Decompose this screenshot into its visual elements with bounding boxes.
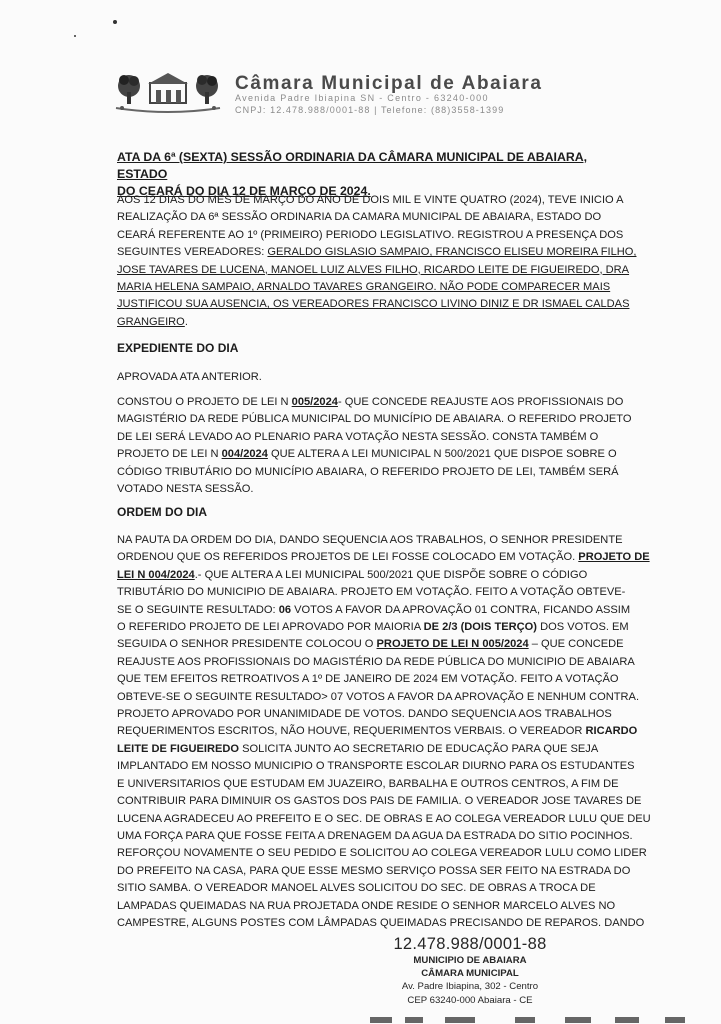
org-contact: CNPJ: 12.478.988/0001-88 | Telefone: (88)3558-1399 bbox=[235, 105, 505, 115]
text-line: DE LEI SERÁ LEVADO AO PLENARIO PARA VOTAÇÃO NESTA SESSÃO. CONSTA TAMBÉM O bbox=[117, 430, 599, 443]
councilors-list: GERALDO GISLASIO SAMPAIO, FRANCISCO ELISEU MOREIRA FILHO, bbox=[267, 246, 637, 259]
text-line: CONSTOU O PROJETO DE LEI N 005/2024- QUE CONCEDE REAJUSTE AOS PROFISSIONAIS DO bbox=[117, 396, 624, 408]
stamp-chamber: CÂMARA MUNICIPAL bbox=[421, 968, 519, 979]
text-line: LAMPADAS QUEIMADAS NA RUA PROJETADA ONDE RESIDE O SENHOR MARCELO ALVES NO bbox=[117, 899, 616, 912]
text-line: SEGUINTES VEREADORES: GERALDO GISLASIO SAMPAIO, FRANCISCO ELISEU MOREIRA FILHO, bbox=[117, 246, 637, 259]
text-line: E UNIVERSITARIOS QUE ESTUDAM EM JUAZEIRO, BARBALHA E OUTROS CENTROS, A FIM DE bbox=[117, 777, 619, 790]
text-line: PROJETO APROVADO POR UNANIMIDADE DE VOTOS. DANDO SEQUENCIA AOS TRABALHOS bbox=[117, 708, 612, 721]
stamp-cnpj: 12.478.988/0001-88 bbox=[393, 935, 547, 953]
text-line: IMPLANTADO EM NOSSO MUNICIPIO O TRANSPORTE ESCOLAR DIURNO PARA OS ESTUDANTES bbox=[117, 760, 635, 773]
text-line: DO PREFEITO NA CASA, PARA QUE ESSE MESMO SERVIÇO POSSA SER FEITO NA ESTRADA DO bbox=[117, 864, 631, 877]
expediente-paragraph bbox=[117, 394, 632, 498]
scan-speck bbox=[74, 35, 76, 37]
text-line: GRANGEIRO. bbox=[117, 315, 188, 328]
ordem-heading: ORDEM DO DIA bbox=[117, 505, 207, 519]
chamber-logo bbox=[112, 68, 224, 114]
text-line: REQUERIMENTOS ESCRITOS, NÃO HOUVE, REQUERIMENTOS VERBAIS. O VEREADOR RICARDO bbox=[117, 725, 638, 738]
scan-speck bbox=[113, 20, 117, 24]
stamp-postal: CEP 63240-000 Abaiara - CE bbox=[407, 995, 533, 1006]
text-line: O REFERIDO PROJETO DE LEI APROVADO POR MAIORIA DE 2/3 (DOIS TERÇO) DOS VOTOS. EM bbox=[117, 621, 629, 634]
text-line: JUSTIFICOU SUA AUSENCIA, OS VEREADORES FRANCISCO LIVINO DINIZ E DR ISMAEL CALDAS bbox=[117, 298, 630, 311]
text-line: LEITE DE FIGUEIREDO SOLICITA JUNTO AO SECRETARIO DE EDUCAÇÃO PARA QUE SEJA bbox=[117, 742, 599, 755]
text-line: LUCENA AGRADECEU AO PREFEITO E O SEC. DE OBRAS E AO COLEGA VEREADOR LULU QUE DEU bbox=[117, 812, 651, 825]
cropped-signature-marks bbox=[365, 1015, 705, 1024]
text-line: MARIA HELENA SAMPAIO, ARNALDO TAVARES GRANGEIRO. NÃO PODE COMPARECER MAIS bbox=[117, 281, 611, 294]
text-line: REAJUSTE AOS PROFISSIONAIS DO MAGISTÉRIO DA REDE PÚBLICA DO MUNICIPIO DE ABAIARA bbox=[117, 655, 635, 668]
official-stamp bbox=[370, 934, 570, 1008]
text-line: PROJETO DE LEI N 004/2024 QUE ALTERA A LEI MUNICIPAL N 500/2021 QUE DISPOE SOBRE O bbox=[117, 448, 617, 461]
text-line: TRIBUTÁRIO DO MUNICIPIO DE ABAIARA. PROJETO EM VOTAÇÃO. FEITO A VOTAÇÃO OBTEVE- bbox=[117, 586, 626, 599]
text-line: REFORÇOU NOVAMENTE O SEU PEDIDO E SOLICITOU AO COLEGA VEREADOR LULU COMO LIDER bbox=[117, 847, 647, 860]
text-line: REALIZAÇÃO DA 6ª SESSÃO ORDINARIA DA CAMARA MUNICIPAL DE ABAIARA, ESTADO DO bbox=[117, 211, 602, 224]
text-line: SE O SEGUINTE RESULTADO: 06 VOTOS A FAVOR DA APROVAÇÃO 01 CONTRA, FICANDO ASSIM bbox=[117, 603, 631, 616]
text-line: AOS 12 DIAS DO MÊS DE MARÇO DO ANO DE DOIS MIL E VINTE QUATRO (2024), TEVE INICIO A bbox=[117, 194, 624, 206]
expediente-heading: EXPEDIENTE DO DIA bbox=[117, 341, 239, 355]
text-line: LEI N 004/2024.- QUE ALTERA A LEI MUNICIPAL 500/2021 QUE DISPÕE SOBRE O CÓDIGO bbox=[117, 568, 588, 581]
title-line: DO CEARÁ DO DIA 12 DE MARÇO DE 2024. bbox=[117, 184, 371, 198]
text-line: MAGISTÉRIO DA REDE PÚBLICA MUNICIPAL DO MUNICÍPIO DE ABAIARA. O REFERIDO PROJETO bbox=[117, 413, 632, 426]
text-line: SITIO SAMBA. O VEREADOR MANOEL ALVES SOLICITOU DO SEC. DE OBRAS A TROCA DE bbox=[117, 882, 596, 895]
title-line: ATA DA 6ª (SEXTA) SESSÃO ORDINARIA DA CÂMARA MUNICIPAL DE ABAIARA, ESTADO bbox=[117, 150, 588, 181]
stamp-address: Av. Padre Ibiapina, 302 - Centro bbox=[401, 981, 539, 992]
text-line: ORDENOU QUE OS REFERIDOS PROJETOS DE LEI FOSSE COLOCADO EM VOTAÇÃO. PROJETO DE bbox=[117, 551, 650, 564]
text-line: CÓDIGO TRIBUTÁRIO DO MUNICÍPIO ABAIARA, O REFERIDO PROJETO DE LEI, TAMBÉM SERÁ bbox=[117, 465, 619, 478]
letterhead bbox=[112, 68, 612, 114]
text-line: APROVADA ATA ANTERIOR. bbox=[117, 371, 262, 383]
text-line: CAMPESTRE, ALGUNS POSTES COM LÂMPADAS QUEIMADAS PRECISANDO DE REPAROS. DANDO bbox=[117, 916, 645, 929]
text-line: VOTADO NESTA SESSÃO. bbox=[117, 483, 254, 496]
text-line: NA PAUTA DA ORDEM DO DIA, DANDO SEQUENCIA AOS TRABALHOS, O SENHOR PRESIDENTE bbox=[117, 534, 623, 546]
intro-paragraph bbox=[117, 192, 637, 331]
ordem-paragraph bbox=[117, 532, 651, 932]
text-line: QUE TEM EFEITOS RETROATIVOS A 1º DE JANEIRO DE 2024 EM VOTAÇÃO. FEITO A VOTAÇÃO bbox=[117, 673, 619, 686]
approved-minutes bbox=[117, 369, 611, 386]
text-line: JOSE TAVARES DE LUCENA, MANOEL LUIZ ALVES FILHO, RICARDO LEITE DE FIGUEIREDO, DRA bbox=[117, 263, 630, 276]
text-line: SEGUIDA O SENHOR PRESIDENTE COLOCOU O PROJETO DE LEI N 005/2024 – QUE CONCEDE bbox=[117, 638, 624, 651]
text-line: UMA FORÇA PARA QUE FOSSE FEITA A DRENAGEM DA AGUA DA ESTRADA DO SITIO POCINHOS. bbox=[117, 829, 633, 842]
org-address: Avenida Padre Ibiapina SN - Centro - 63240-000 bbox=[235, 93, 489, 103]
org-name: Câmara Municipal de Abaiara bbox=[235, 73, 543, 94]
text-line: OBTEVE-SE O SEGUINTE RESULTADO> 07 VOTOS A FAVOR DA APROVAÇÃO E NENHUM CONTRA. bbox=[117, 690, 640, 703]
text-line: CEARÁ REFERENTE AO 1º (PRIMEIRO) PERIODO LEGISLATIVO. REGISTROU A PRESENÇA DOS bbox=[117, 228, 624, 241]
text-line: CONTRIBUIR PARA DIMINUIR OS GASTOS DOS PAIS DE FAMILIA. O VEREADOR JOSE TAVARES DE bbox=[117, 795, 642, 808]
stamp-municipality: MUNICIPIO DE ABAIARA bbox=[413, 955, 527, 966]
